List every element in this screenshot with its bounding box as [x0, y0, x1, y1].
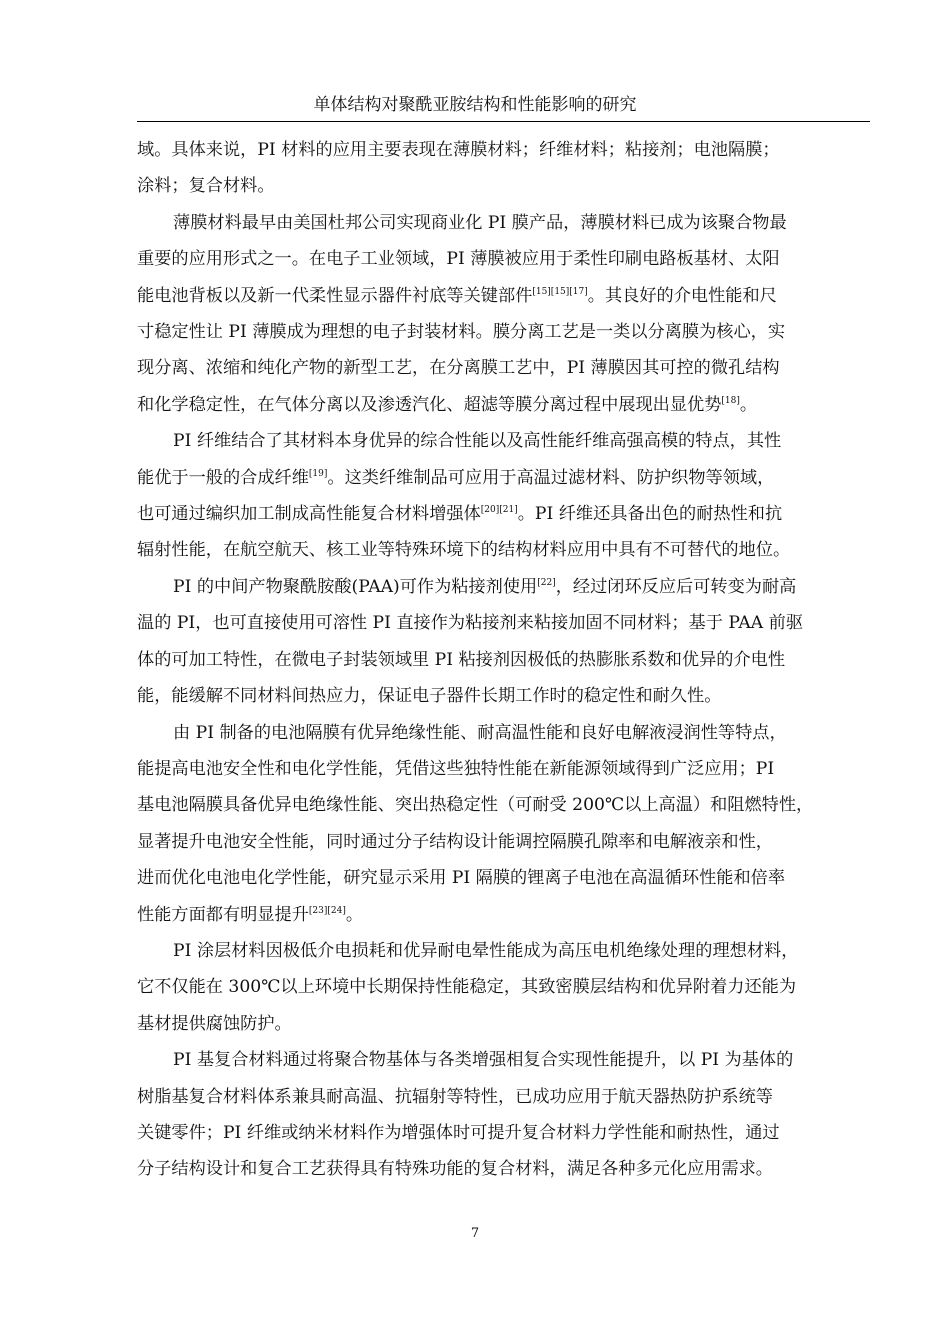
text-run: 。其良好的介电性能和尺 [587, 285, 777, 306]
text-line: 域。具体来说，PI 材料的应用主要表现在薄膜材料；纤维材料；粘接剂；电池隔膜； [137, 140, 780, 160]
text-line: 能，能缓解不同材料间热应力，保证电子器件长期工作时的稳定性和耐久性。 [137, 686, 722, 707]
text-line: 它不仅能在 300℃以上环境中长期保持性能稳定，其致密膜层结构和优异附着力还能为 [137, 977, 797, 998]
paragraph [137, 423, 872, 569]
text-run: 能优于一般的合成纤维 [137, 467, 309, 488]
text-run: 性能方面都有明显提升 [137, 904, 309, 925]
text-run: 。 [739, 394, 758, 415]
header-rule [137, 121, 870, 122]
text-line: 薄膜材料最早由美国杜邦公司实现商业化 PI 膜产品，薄膜材料已成为该聚合物最 [173, 212, 787, 233]
paragraph [137, 205, 872, 423]
text-line [137, 278, 872, 314]
text-line [137, 387, 872, 423]
text-line: 显著提升电池安全性能，同时通过分子结构设计能调控隔膜孔隙率和电解液亲和性， [137, 831, 773, 852]
text-line: 关键零件；PI 纤维或纳米材料作为增强体时可提升复合材料力学性能和耐热性，通过 [137, 1122, 780, 1143]
text-line: 基材提供腐蚀防护。 [137, 1013, 292, 1034]
text-run: 。 [345, 904, 364, 925]
text-line [137, 569, 872, 605]
text-line: 分子结构设计和复合工艺获得具有特殊功能的复合材料，满足各种多元化应用需求。 [137, 1159, 773, 1180]
text-line: 寸稳定性让 PI 薄膜成为理想的电子封装材料。膜分离工艺是一类以分离膜为核心，实 [137, 322, 786, 343]
citation: [15][15][17] [532, 286, 588, 297]
text-line: 能提高电池安全性和电化学性能，凭借这些独特性能在新能源领域得到广泛应用；PI [137, 758, 775, 779]
text-run: 能电池背板以及新一代柔性显示器件衬底等关键部件 [137, 285, 533, 306]
text-run: 也可通过编织加工制成高性能复合材料增强体 [137, 504, 481, 525]
text-line: 重要的应用形式之一。在电子工业领域，PI 薄膜被应用于柔性印刷电路板基材、太阳 [137, 249, 780, 270]
text-run: 和化学稳定性，在气体分离以及渗透汽化、超滤等膜分离过程中展现出显优势 [137, 394, 722, 415]
text-run: 。这类纤维制品可应用于高温过滤材料、防护织物等领域， [327, 467, 775, 488]
text-line: 温的 PI，也可直接使用可溶性 PI 直接作为粘接剂来粘接加固不同材料；基于 PAA 前驱 [137, 613, 804, 634]
paragraph [137, 933, 872, 1042]
text-line: 辐射性能，在航空航天、核工业等特殊环境下的结构材料应用中具有不可替代的地位。 [137, 540, 791, 561]
paragraph [137, 1042, 872, 1188]
paragraph [137, 569, 872, 715]
text-line [137, 897, 872, 933]
citation: [18] [721, 395, 740, 406]
text-run: 。PI 纤维还具备出色的耐热性和抗 [517, 504, 783, 525]
text-line: 基电池隔膜具备优异电绝缘性能、突出热稳定性（可耐受 200℃以上高温）和阻燃特性， [137, 795, 814, 816]
text-line [137, 460, 872, 496]
running-header: 单体结构对聚酰亚胺结构和性能影响的研究 [313, 95, 637, 115]
text-run: PI 的中间产物聚酰胺酸(PAA)可作为粘接剂使用 [173, 576, 538, 597]
paragraph [137, 132, 872, 205]
citation: [20][21] [480, 505, 518, 516]
text-line: 树脂基复合材料体系兼具耐高温、抗辐射等特性，已成功应用于航天器热防护系统等 [137, 1086, 773, 1107]
text-line: 由 PI 制备的电池隔膜有优异绝缘性能、耐高温性能和良好电解液浸润性等特点， [173, 722, 787, 743]
text-line: 现分离、浓缩和纯化产物的新型工艺，在分离膜工艺中，PI 薄膜因其可控的微孔结构 [137, 358, 780, 379]
text-line: PI 纤维结合了其材料本身优异的综合性能以及高性能纤维高强高模的特点，其性 [173, 431, 782, 452]
text-line: 涂料；复合材料。 [137, 176, 275, 197]
page-number: 7 [470, 1226, 480, 1241]
text-line: 进而优化电池电化学性能，研究显示采用 PI 隔膜的锂离子电池在高温循环性能和倍率 [137, 868, 786, 889]
paragraph [137, 715, 872, 933]
citation: [22] [537, 577, 556, 588]
text-line: PI 涂层材料因极低介电损耗和优异耐电晕性能成为高压电机绝缘处理的理想材料， [173, 940, 799, 961]
text-line [137, 496, 872, 532]
citation: [19] [308, 468, 328, 479]
text-line: PI 基复合材料通过将聚合物基体与各类增强相复合实现性能提升，以 PI 为基体的 [173, 1050, 794, 1071]
body-text [137, 132, 872, 1188]
text-line: 体的可加工特性，在微电子封装领域里 PI 粘接剂因极低的热膨胀系数和优异的介电性 [137, 649, 786, 670]
text-run: ，经过闭环反应后可转变为耐高 [555, 576, 797, 597]
citation: [23][24] [308, 905, 346, 916]
